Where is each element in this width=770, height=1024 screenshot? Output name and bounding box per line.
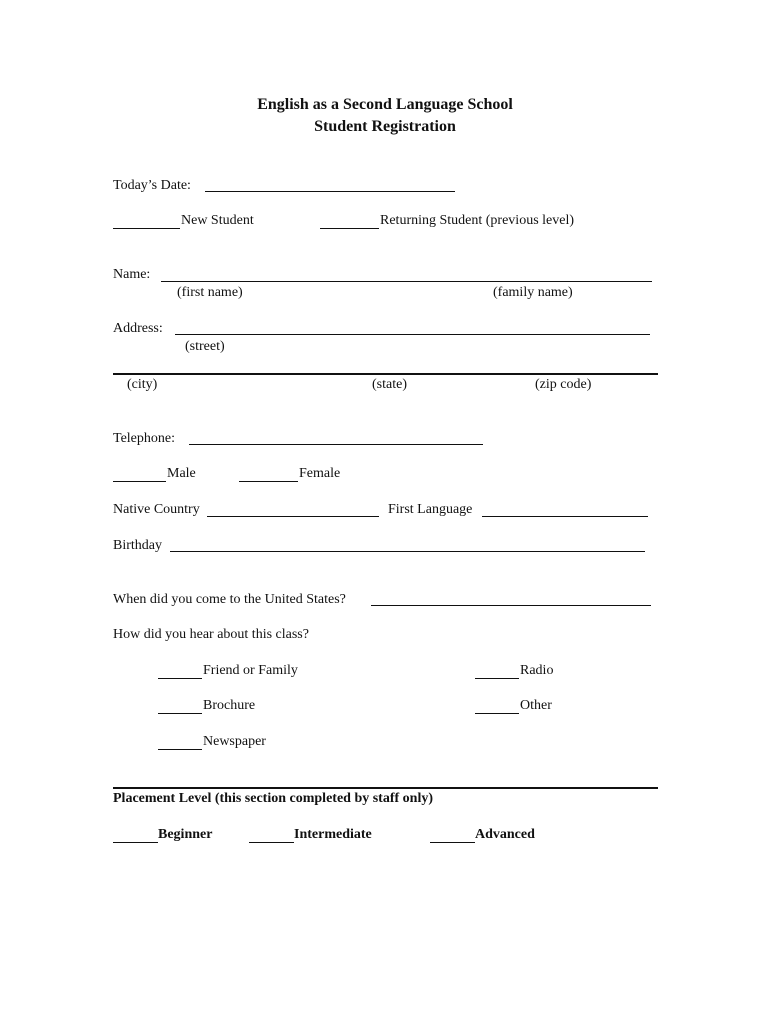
address-street-field[interactable] (175, 334, 650, 335)
todays-date-field[interactable] (205, 191, 455, 192)
placement-heading: Placement Level (this section completed by staff only) (113, 791, 433, 806)
first-name-hint: (first name) (177, 285, 243, 300)
radio-blank[interactable] (475, 678, 519, 679)
advanced-blank[interactable] (430, 842, 475, 843)
section-divider (113, 787, 658, 789)
beginner-label: Beginner (158, 827, 213, 842)
friend-family-blank[interactable] (158, 678, 202, 679)
newspaper-label: Newspaper (203, 734, 266, 749)
form-title: English as a Second Language School (257, 96, 513, 113)
other-blank[interactable] (475, 713, 519, 714)
female-blank[interactable] (239, 481, 298, 482)
birthday-label: Birthday (113, 538, 162, 553)
telephone-label: Telephone: (113, 431, 175, 446)
first-language-field[interactable] (482, 516, 648, 517)
intermediate-label: Intermediate (294, 827, 372, 842)
telephone-field[interactable] (189, 444, 483, 445)
state-hint: (state) (372, 377, 407, 392)
radio-label: Radio (520, 663, 554, 678)
brochure-label: Brochure (203, 698, 256, 713)
name-label: Name: (113, 267, 151, 282)
came-to-us-field[interactable] (371, 605, 651, 606)
intermediate-blank[interactable] (249, 842, 294, 843)
city-hint: (city) (127, 377, 158, 392)
native-country-label: Native Country (113, 502, 200, 517)
friend-family-label: Friend or Family (203, 663, 298, 678)
todays-date-label: Today’s Date: (113, 178, 191, 193)
street-hint: (street) (185, 339, 225, 354)
returning-student-blank[interactable] (320, 228, 379, 229)
male-label: Male (167, 466, 196, 481)
first-language-label: First Language (388, 502, 473, 517)
address-city-field[interactable] (113, 373, 658, 375)
form-subtitle: Student Registration (314, 118, 456, 135)
returning-student-label: Returning Student (previous level) (380, 213, 575, 228)
heard-about-question: How did you hear about this class? (113, 627, 309, 642)
new-student-label: New Student (181, 213, 254, 228)
male-blank[interactable] (113, 481, 166, 482)
other-label: Other (520, 698, 552, 713)
brochure-blank[interactable] (158, 713, 202, 714)
name-field[interactable] (161, 281, 652, 282)
birthday-field[interactable] (170, 551, 645, 552)
family-name-hint: (family name) (493, 285, 573, 300)
native-country-field[interactable] (207, 516, 379, 517)
newspaper-blank[interactable] (158, 749, 202, 750)
new-student-blank[interactable] (113, 228, 180, 229)
female-label: Female (299, 466, 341, 481)
came-to-us-question: When did you come to the United States? (113, 592, 346, 607)
beginner-blank[interactable] (113, 842, 158, 843)
address-label: Address: (113, 321, 163, 336)
zip-hint: (zip code) (535, 377, 592, 392)
advanced-label: Advanced (475, 827, 535, 842)
